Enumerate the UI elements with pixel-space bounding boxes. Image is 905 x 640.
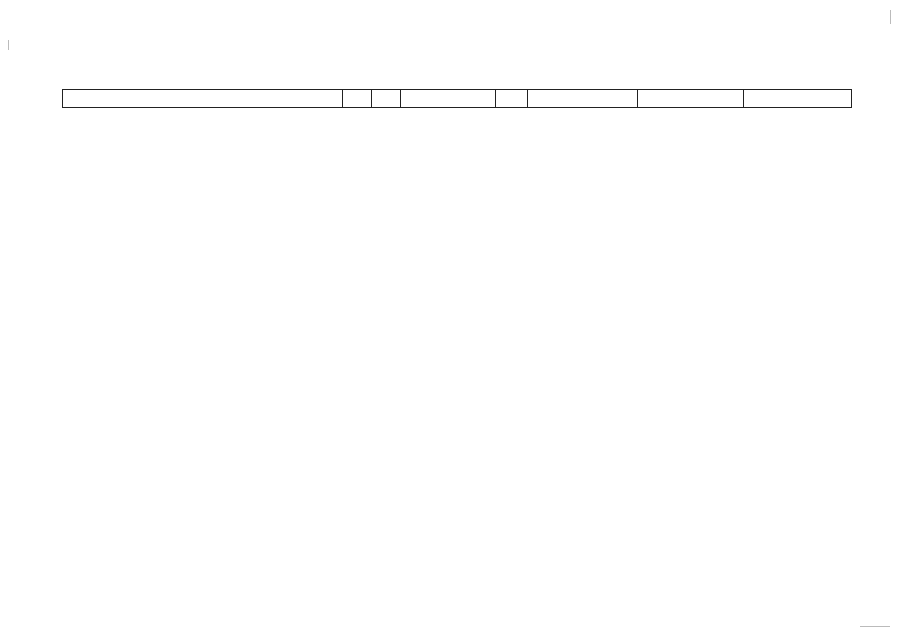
col-header-6 [528, 90, 638, 107]
col-header-4 [401, 90, 496, 107]
col-header-3 [372, 90, 401, 107]
col-header-1 [63, 90, 343, 107]
col-header-8 [744, 90, 852, 107]
col-header-2 [343, 90, 372, 107]
scan-mark [860, 626, 890, 627]
scan-mark [890, 10, 891, 24]
table-header [62, 89, 852, 108]
col-header-7 [638, 90, 744, 107]
col-header-5 [496, 90, 528, 107]
scan-mark [8, 40, 9, 50]
